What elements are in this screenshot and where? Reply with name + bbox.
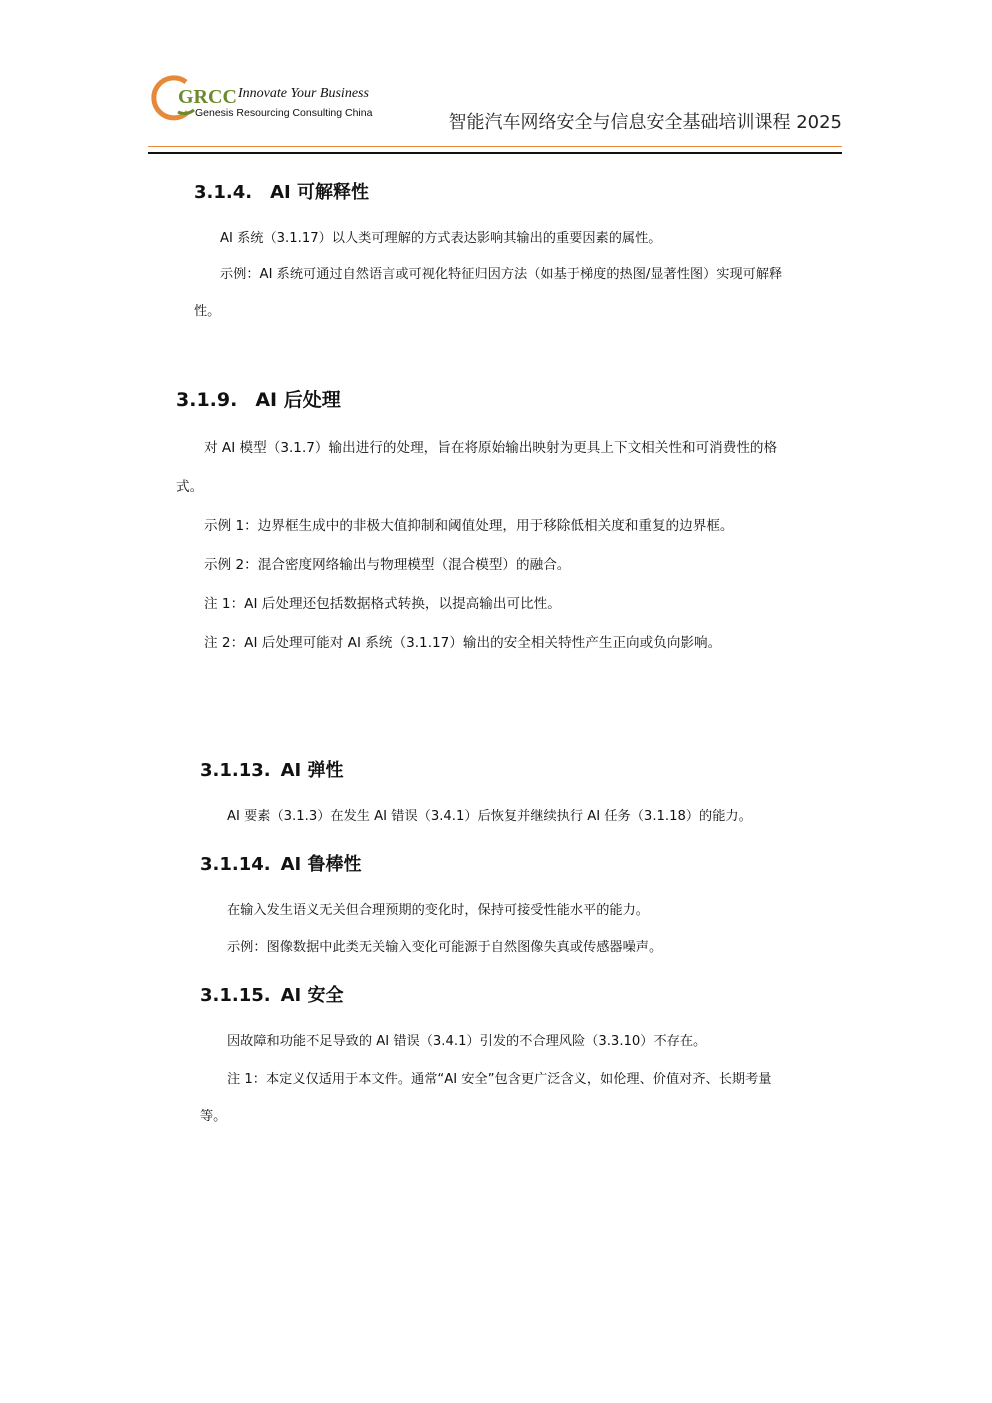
paragraph-line: 等。 xyxy=(200,1109,227,1124)
logo-slogan: Innovate Your Business xyxy=(238,86,369,101)
section-heading xyxy=(200,756,344,782)
paragraph-line: 示例 2：混合密度网络输出与物理模型（混合模型）的融合。 xyxy=(204,557,571,573)
paragraph-line: 示例：AI 系统可通过自然语言或可视化特征归因方法（如基于梯度的热图/显著性图）实现可解释 xyxy=(220,267,783,282)
page-header xyxy=(148,70,842,156)
course-title: 智能汽车网络安全与信息安全基础培训课程 2025 xyxy=(448,112,842,133)
section-heading xyxy=(176,385,341,412)
company-logo xyxy=(148,72,388,122)
section-heading xyxy=(200,981,344,1007)
paragraph-line: 因故障和功能不足导致的 AI 错误（3.4.1）引发的不合理风险（3.3.10）不存在。 xyxy=(227,1034,707,1049)
section-title: AI 后处理 xyxy=(255,389,341,411)
section-number: 3.1.14. xyxy=(200,854,271,875)
header-rule-black xyxy=(148,152,842,154)
section-title: AI 弹性 xyxy=(280,760,344,781)
section-number: 3.1.15. xyxy=(200,985,271,1006)
paragraph-line: 注 1：本定义仅适用于本文件。通常“AI 安全”包含更广泛含义，如伦理、价值对齐、长期考量 xyxy=(227,1072,772,1087)
paragraph-line: 式。 xyxy=(176,479,204,495)
section-number: 3.1.9. xyxy=(176,389,238,411)
paragraph-line: 性。 xyxy=(194,304,221,319)
paragraph-line: 示例：图像数据中此类无关输入变化可能源于自然图像失真或传感器噪声。 xyxy=(227,940,663,955)
section-heading xyxy=(194,178,369,204)
logo-wordmark: GRCC xyxy=(178,86,237,108)
logo-subtitle: Genesis Resourcing Consulting China xyxy=(195,107,373,119)
section-heading xyxy=(200,850,362,876)
header-rule-orange xyxy=(148,146,842,147)
section-title: AI 鲁棒性 xyxy=(280,854,362,875)
paragraph-line: AI 要素（3.1.3）在发生 AI 错误（3.4.1）后恢复并继续执行 AI 任务（3.1.18）的能力。 xyxy=(227,809,752,824)
section-number: 3.1.4. xyxy=(194,182,253,203)
section-title: AI 可解释性 xyxy=(270,182,369,203)
paragraph-line: 对 AI 模型（3.1.7）输出进行的处理，旨在将原始输出映射为更具上下文相关性和可消费性的格 xyxy=(204,440,778,456)
paragraph-line: 示例 1：边界框生成中的非极大值抑制和阈值处理，用于移除低相关度和重复的边界框。 xyxy=(204,518,734,534)
paragraph-line: 在输入发生语义无关但合理预期的变化时，保持可接受性能水平的能力。 xyxy=(227,903,649,918)
section-number: 3.1.13. xyxy=(200,760,271,781)
paragraph-line: 注 2：AI 后处理可能对 AI 系统（3.1.17）输出的安全相关特性产生正向或负向影响。 xyxy=(204,635,722,651)
section-title: AI 安全 xyxy=(280,985,344,1006)
paragraph-line: 注 1：AI 后处理还包括数据格式转换，以提高输出可比性。 xyxy=(204,596,561,612)
paragraph-line: AI 系统（3.1.17）以人类可理解的方式表达影响其输出的重要因素的属性。 xyxy=(220,231,662,246)
